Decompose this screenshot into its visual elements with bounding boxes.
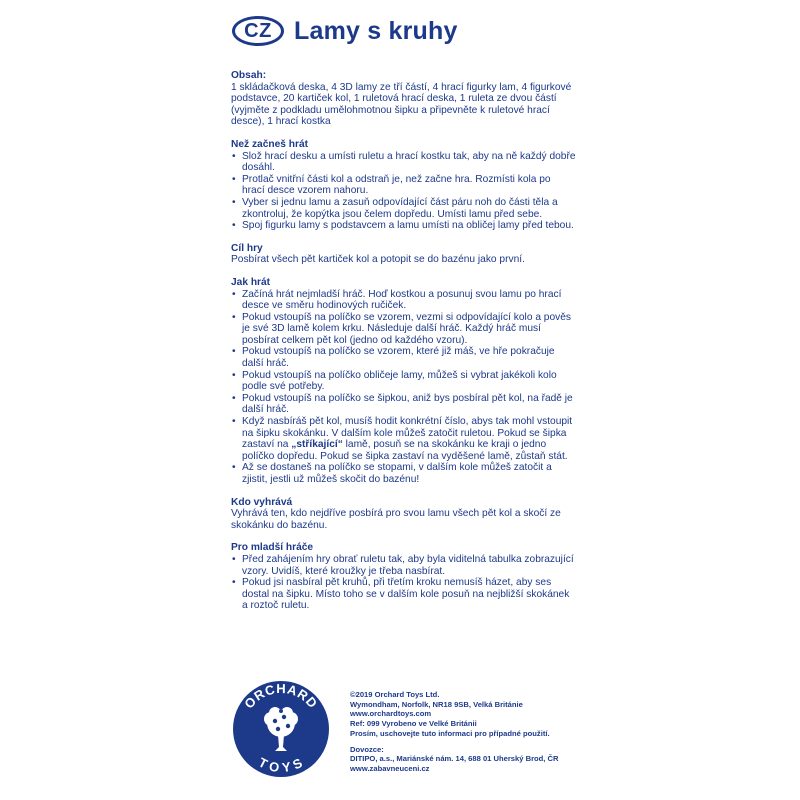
- list-item-text: lamě, posuň se na skokánku ke kraji o jedno políčko dopředu. Pokud se šipka zastaví na vyděšené lamě, zůstaň stát.: [242, 439, 568, 462]
- section-before-start: [231, 139, 576, 232]
- list-item: • Pokud vstoupíš na políčko se šipkou, aniž bys posbíral pět kol, na řadě je další hráč.: [231, 393, 576, 416]
- list-item: • Protlač vnitřní části kol a odstraň je, než začne hra. Rozmísti kola po hrací desce vzorem nahoru.: [231, 174, 576, 197]
- list-item: • Spoj figurku lamy s podstavcem a lamu umísti na obličej lamy před tebou.: [231, 220, 576, 232]
- page-title: Lamy s kruhy: [294, 16, 458, 45]
- section-contents: [231, 70, 576, 128]
- footer-line: www.orchardtoys.com: [350, 709, 432, 719]
- list-item: • Pokud vstoupíš na políčko obličeje lamy, můžeš si vybrat jakékoli kolo podle své potřeby.: [231, 370, 576, 393]
- list-item: [231, 416, 576, 462]
- importer-line: DITIPO, a.s., Mariánské nám. 14, 688 01 Uherský Brod, ČR: [350, 754, 559, 764]
- importer-line: www.zabavneuceni.cz: [350, 763, 430, 773]
- footer-line: Prosím, uschovejte tuto informaci pro případné použití.: [350, 728, 550, 738]
- footer-line: Wymondham, Norfolk, NR18 9SB, Velká Británie: [350, 699, 523, 709]
- footer-info: [350, 690, 580, 774]
- bullet-list: [231, 151, 576, 232]
- emphasis-text: „stříkající“: [291, 439, 343, 451]
- section-title: Pro mladší hráče: [231, 542, 314, 554]
- list-item: • Až se dostaneš na políčko se stopami, v dalším kole můžeš zatočit a zjistit, jestli už můžeš skočit do bazénu!: [231, 462, 576, 485]
- section-title: Cíl hry: [231, 242, 263, 254]
- section-title: Jak hrát: [231, 276, 271, 288]
- logo-top-text: ORCHARD: [241, 680, 321, 712]
- section-who-wins: [231, 497, 576, 532]
- section-title: Než začneš hrát: [231, 138, 309, 150]
- orchard-toys-logo: [231, 671, 332, 787]
- bullet-list: [231, 554, 576, 612]
- section-text: Vyhrává ten, kdo nejdříve posbírá pro svou lamu všech pět kol a skočí ze skokánku do bazénu.: [231, 508, 561, 531]
- list-item: • Začíná hrát nejmladší hráč. Hoď kostkou a posunuj svou lamu po hrací desce ve směru hodinových ručiček.: [231, 289, 576, 312]
- list-item: • Pokud jsi nasbíral pět kruhů, při třetím kroku nemusíš házet, aby ses dostal na šipku. Místo toho se v dalším kole posuň na nejbližší skokánek a roztoč ruletu.: [231, 577, 576, 612]
- footer-line: Ref: 099 Vyrobeno ve Velké Británii: [350, 719, 477, 729]
- list-item-text: Když nasbíráš pět kol, musíš hodit konkrétní číslo, abys tak mohl vstoupit na šipku skokánku. V dalším kole můžeš zatočit ruletou. Pokud se šipka zastaví na: [242, 416, 573, 451]
- logo-bottom-text: TOYS: [256, 754, 306, 775]
- section-how-to-play: [231, 277, 576, 486]
- section-text: Posbírat všech pět kartiček kol a potopit se do bazénu jako první.: [231, 254, 525, 266]
- list-item: • Před zahájením hry obrať ruletu tak, aby byla viditelná tabulka zobrazující vzory. Uvidíš, které kroužky je třeba nasbírat.: [231, 554, 576, 577]
- list-item: • Vyber si jednu lamu a zasuň odpovídající část páru noh do části těla a zkontroluj, že kopýtka jsou čelem dopředu. Umísti lamu před sebe.: [231, 197, 576, 220]
- header: [232, 16, 458, 46]
- footer-line: ©2019 Orchard Toys Ltd.: [350, 690, 440, 699]
- section-title: Obsah:: [231, 70, 267, 81]
- importer-line: Dovozce:: [350, 744, 384, 754]
- list-item: • Slož hrací desku a umísti ruletu a hrací kostku tak, aby na ně každý dobře dosáhl.: [231, 151, 576, 174]
- instructions-body: [231, 70, 576, 623]
- section-text: 1 skládačková deska, 4 3D lamy ze tří částí, 4 hrací figurky lam, 4 figurkové podstavce, 20 kartiček kol, 1 ruletová hrací deska, 1 ruleta ze dvou částí (vyjměte z podkladu umělohmotnou šipku a připevněte k ruletové hrací desce), 1 hrací kostka: [231, 81, 572, 128]
- section-goal: [231, 243, 576, 266]
- bullet-list: [231, 289, 576, 486]
- list-item: • Pokud vstoupíš na políčko se vzorem, které již máš, ve hře pokračuje další hráč.: [231, 346, 576, 369]
- section-younger-players: [231, 542, 576, 612]
- section-title: Kdo vyhrává: [231, 496, 293, 508]
- list-item: • Pokud vstoupíš na políčko se vzorem, vezmi si odpovídající kolo a pověs je své 3D lamě kolem krku. Následuje další hráč. Každý hráč musí posbírat celkem pět kol (jedno od každého vzoru).: [231, 312, 576, 347]
- language-badge: CZ: [232, 16, 284, 46]
